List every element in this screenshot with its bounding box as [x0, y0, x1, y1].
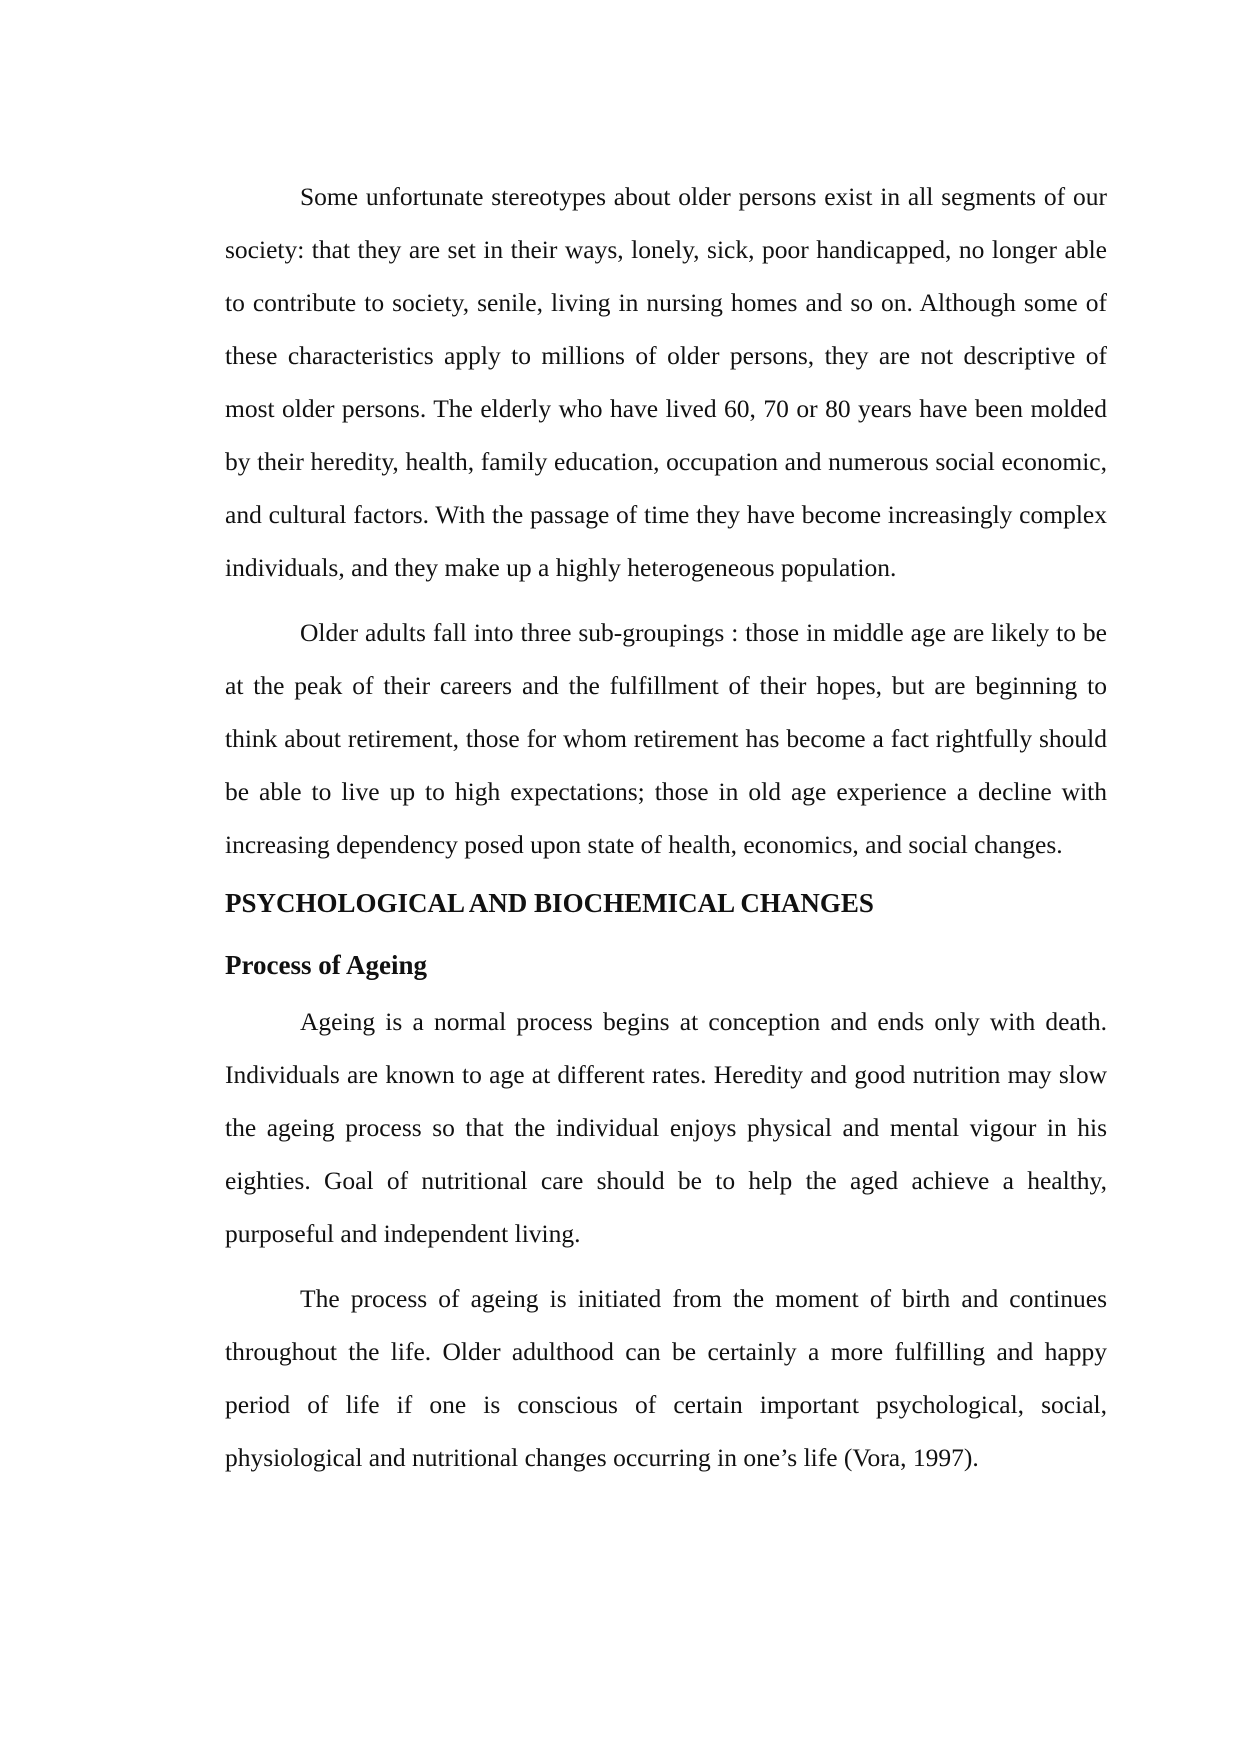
paragraph-ageing-initiation: The process of ageing is initiated from the moment of birth and continues throughout the life. Older adulthood can be certainly a more fulfilling and happy period of life if one is conscious of certain important psychological, social, physiological and nutritional changes occurring in one’s life (Vora, 1997).	[225, 1284, 1107, 1472]
paragraph-ageing-process: Ageing is a normal process begins at conception and ends only with death. Individuals are known to age at different rates. Heredity and good nutrition may slow the ageing process so that the individual enjoys physical and mental vigour in his eighties. Goal of nutritional care should be to help the aged achieve a healthy, purposeful and independent living.	[225, 1007, 1107, 1248]
section-heading: PSYCHOLOGICAL AND BIOCHEMICAL CHANGES	[225, 888, 874, 918]
paragraph-sub-groupings: Older adults fall into three sub-groupings : those in middle age are likely to be at the peak of their careers and the fulfillment of their hopes, but are beginning to think about retirement, those for whom retirement has become a fact rightfully should be able to live up to high expectations; those in old age experience a decline with increasing dependency posed upon state of health, economics, and social changes.	[225, 618, 1107, 859]
document-page	[225, 170, 1107, 1484]
subsection-heading: Process of Ageing	[225, 950, 427, 980]
paragraph-stereotypes: Some unfortunate stereotypes about older persons exist in all segments of our society: that they are set in their ways, lonely, sick, poor handicapped, no longer able to contribute to society, senile, living in nursing homes and so on. Although some of these characteristics apply to millions of older persons, they are not descriptive of most older persons. The elderly who have lived 60, 70 or 80 years have been molded by their heredity, health, family education, occupation and numerous social economic, and cultural factors. With the passage of time they have become increasingly complex individuals, and they make up a highly heterogeneous population.	[225, 182, 1107, 582]
